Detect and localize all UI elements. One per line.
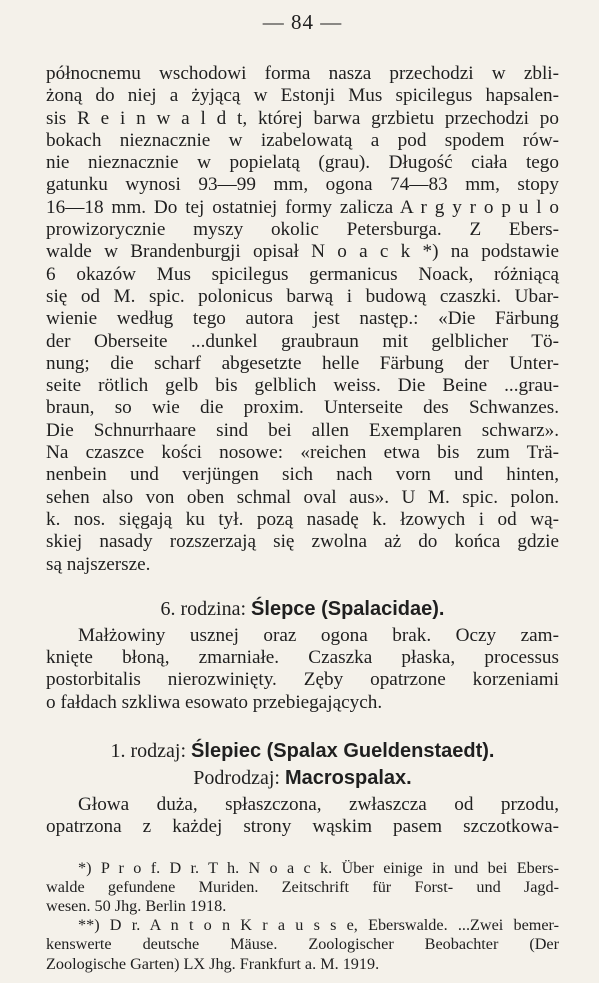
text-line: o fałdach szkliwa esowato przebiegających. (46, 691, 383, 713)
text-line: są najszersze. (46, 553, 151, 575)
text-line: 16—18 mm. Do tej ostatniej formy zalicza A r g y r o p u l o (46, 196, 559, 218)
text-line: Na czaszce kości nosowe: «reichen etwa bis zum Trä- (46, 442, 559, 464)
footnote-line: walde gefundene Muriden. Zeitschrift für Forst- und Jagd- (46, 877, 559, 896)
text-line: sehen also von oben schmal oval aus». U M. spic. polon. (46, 486, 559, 508)
text-line: seite rötlich gelb bis gelblich weiss. Die Beine ...grau- (46, 375, 559, 397)
paragraph-macrospalax (46, 794, 559, 839)
text-line: opatrzona z każdej strony wąskim pasem szczotkowa- (46, 816, 559, 838)
footnotes (46, 859, 559, 974)
text-line: Die Schnurrhaare sind bei allen Exemplaren schwarz». (46, 419, 559, 441)
genus-heading-prefix: 1. rodzaj: (110, 740, 192, 763)
footnote-1 (46, 859, 559, 917)
text-line: Głowa duża, spłaszczona, zwłaszcza od przodu, (78, 794, 559, 816)
text-line: postorbitalis nierozwinięty. Zęby opatrzone korzeniami (46, 669, 559, 691)
text-line: północnemu wschodowi forma nasza przechodzi w zbli- (46, 63, 559, 84)
paragraph-mus-spicilegus (46, 63, 559, 576)
genus-heading (46, 740, 559, 763)
footnote-line: *) P r o f. D r. T h. N o a c k. Über einige in und bei Ebers- (78, 858, 559, 877)
footnote-line: kenswerte deutsche Mäuse. Zoologischer Beobachter (Der (46, 935, 559, 954)
page-number: — 84 — (262, 10, 343, 34)
text-line: wienie według tego autora jest następ.: «Die Färbung (46, 308, 559, 330)
text-line: sis R e i n w a l d t, której barwa grzbietu przechodzi po (46, 107, 559, 129)
text-line: Małżowiny usznej oraz ogona brak. Oczy zam- (78, 624, 559, 646)
footnote-line: Zoologische Garten) LX Jhg. Frankfurt a. M. 1919. (46, 954, 380, 973)
text-line: skiej nasady rozszerzają się zwolna aż do końca gdzie (46, 531, 559, 553)
family-heading (46, 598, 559, 621)
text-line: k. nos. sięgają ku tył. pozą nasadę k. łzowych i od wą- (46, 508, 559, 530)
text-line: żoną do niej a żyjącą w Estonji Mus spicilegus hapsalen- (46, 85, 559, 107)
family-heading-prefix: 6. rodzina: (160, 597, 252, 620)
genus-heading-name: Ślepiec (Spalax Gueldenstaedt). (191, 740, 495, 763)
subgenus-heading (46, 767, 559, 790)
text-line: nie nieznacznie w popielatą (grau). Długość ciała tego (46, 152, 559, 174)
footnote-line: wesen. 50 Jhg. Berlin 1918. (46, 897, 227, 916)
text-line: nung; die scharf abgesetzte helle Färbung der Unter- (46, 352, 559, 374)
footnote-2 (46, 916, 559, 974)
family-heading-name: Ślepce (Spalacidae). (251, 597, 445, 620)
footnote-line: **) D r. A n t o n K r a u s s e, Eberswalde. ...Zwei bemer- (78, 916, 559, 935)
text-line: braun, so wie die proxim. Unterseite des Schwanzes. (46, 397, 559, 419)
text-line: gatunku wynosi 93—99 mm, ogona 74—83 mm, stopy (46, 174, 559, 196)
text-line: nenbein und verjüngen sich nach vorn und hinten, (46, 464, 559, 486)
text-line: 6 okazów Mus spicilegus germanicus Noack, różniącą (46, 263, 559, 285)
text-line: się od M. spic. polonicus barwą i budową czaszki. Ubar- (46, 285, 559, 307)
text-line: der Oberseite ...dunkel graubraun mit gelblicher Tö- (46, 330, 559, 352)
text-line: walde w Brandenburgji opisał N o a c k *) na podstawie (46, 241, 559, 263)
text-line: knięte błoną, zmarniałe. Czaszka płaska, processus (46, 647, 559, 669)
text-line: prowizorycznie myszy okolic Petersburga. Z Ebers- (46, 219, 559, 241)
text-line: bokach nieznacznie w izabelowatą a pod spodem rów- (46, 129, 559, 151)
subgenus-heading-prefix: Podrodzaj: (193, 767, 285, 790)
paragraph-spalacidae (46, 625, 559, 714)
subgenus-heading-name: Macrospalax. (284, 767, 412, 790)
